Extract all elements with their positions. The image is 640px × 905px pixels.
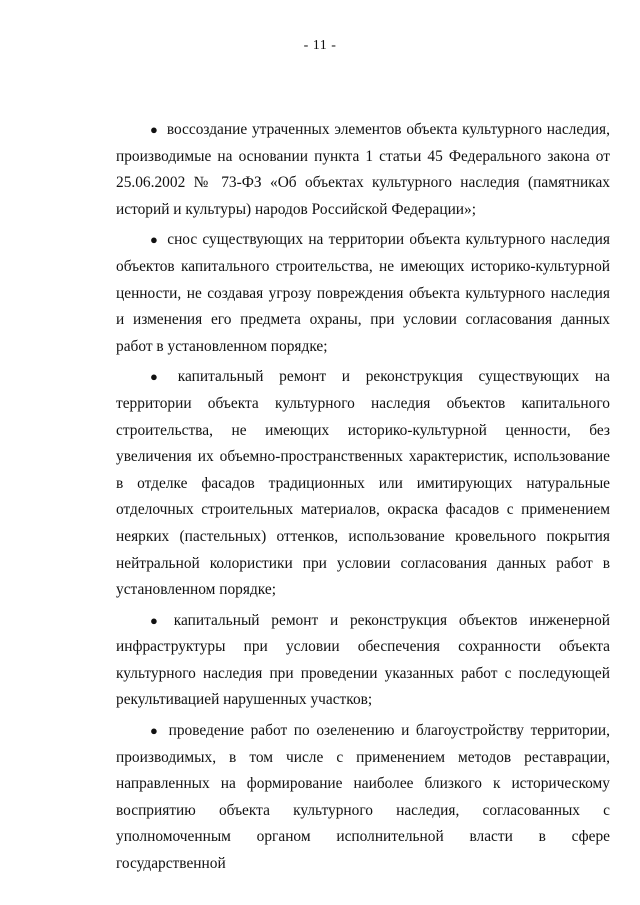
document-body xyxy=(116,117,610,882)
list-item-text: снос существующих на территории объекта культурного наследия объектов капитального строительства, не имеющих историко-культурной ценности, не создавая угрозу повреждения объекта культурного наследия и изменения его предмета охраны, при условии согласования данных работ в установленном порядке; xyxy=(116,231,610,355)
list-item xyxy=(116,718,610,878)
list-item-text: проведение работ по озеленению и благоустройству территории, производимых, в том числе с применением методов реставрации, направленных на формирование наиболее близкого к историческому восприятию объекта культурного наследия, согласованных с уполномоченным органом исполнительной власти в сфере государственной xyxy=(116,722,610,873)
list-item-text: воссоздание утраченных элементов объекта культурного наследия, производимые на основании пункта 1 статьи 45 Федерального закона от 25.06.2002 № 73-ФЗ «Об объектах культурного наследия (памятниках историй и культуры) народов Российской Федерации»; xyxy=(116,121,610,218)
list-item-text: капитальный ремонт и реконструкция объектов инженерной инфраструктуры при условии обеспечения сохранности объекта культурного наследия при проведении указанных работ с последующей рекультивацией нарушенных участков; xyxy=(116,611,610,709)
bullet-icon: ● xyxy=(150,612,158,628)
bullet-icon: ● xyxy=(150,232,158,248)
list-item xyxy=(116,227,610,360)
list-item xyxy=(116,608,610,714)
bullet-icon: ● xyxy=(150,122,158,137)
page-number: - 11 - xyxy=(303,38,337,53)
list-item-text: капитальный ремонт и реконструкция существующих на территории объекта культурного наследия объектов капитального строительства, не имеющих историко-культурной ценности, без увеличения их объемно-пространственных характеристик, использование в отделке фасадов традиционных или имитирующих натуральные отделочных строительных материалов, окраска фасадов с применением неярких (пастельных) оттенков, использование кровельного покрытия нейтральной колористики при условии согласования данных работ в установленном порядке; xyxy=(116,368,610,599)
bullet-icon: ● xyxy=(150,369,158,385)
list-item xyxy=(116,117,610,223)
bullet-icon: ● xyxy=(150,723,158,739)
list-item xyxy=(116,364,610,603)
